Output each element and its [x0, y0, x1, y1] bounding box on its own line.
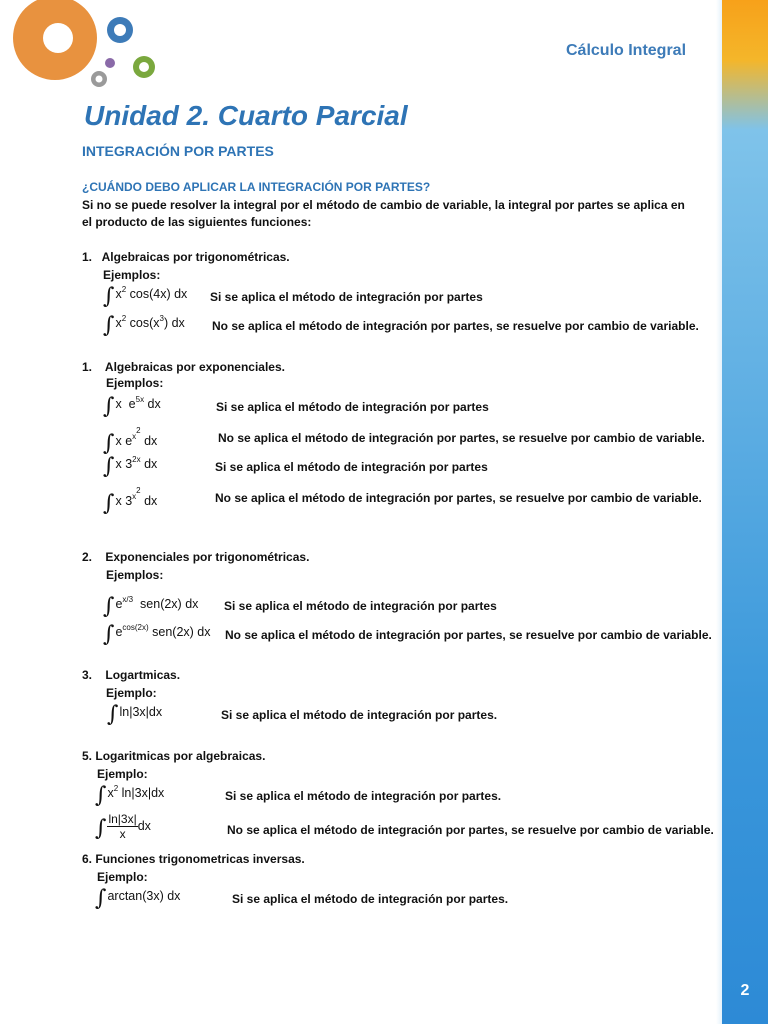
integral-expression: $\int x^2$ ln|3x|dx	[95, 783, 165, 808]
section-number: 1.	[82, 250, 93, 264]
examples-label: Ejemplos:	[106, 376, 164, 390]
result-text: Si se aplica el método de integración por partes	[215, 460, 488, 474]
integral-expression: $\int e^{x/3}$ sen(2x) dx	[103, 594, 199, 619]
examples-label: Ejemplos:	[106, 568, 164, 582]
integral-expression: ∫x $3^{x^2}$ dx	[103, 486, 158, 516]
section-title-text: Algebraicas por exponenciales.	[104, 360, 285, 374]
section-title-text: Algebraicas por trigonométricas.	[101, 250, 290, 264]
result-text: No se aplica el método de integración por partes, se resuelve por cambio de variable.	[227, 823, 714, 837]
section-number: 2.	[82, 550, 93, 564]
section-number: 1.	[82, 360, 93, 374]
page-number: 2	[740, 982, 750, 999]
right-sidebar-bar	[722, 0, 768, 1024]
integral-expression: ∫arctan(3x) dx	[95, 886, 181, 911]
integral-expression: ∫x $e^{5x}$ dx	[103, 394, 161, 419]
result-text: Si se aplica el método de integración por partes.	[225, 789, 502, 803]
section-title: INTEGRACIÓN POR PARTES	[82, 143, 274, 159]
example-label: Ejemplo:	[97, 870, 148, 884]
result-text: Si se aplica el método de integración por partes.	[232, 892, 509, 906]
circles-logo-icon	[0, 0, 170, 100]
sidebar-edge	[716, 0, 722, 1024]
unit-title: Unidad 2. Cuarto Parcial	[84, 100, 408, 131]
result-text: Si se aplica el método de integración por partes	[216, 400, 489, 414]
header-title: Cálculo Integral	[566, 42, 687, 59]
integral-expression: ∫x $e^{x^2}$ dx	[103, 426, 158, 456]
examples-label: Ejemplos:	[103, 268, 161, 282]
section-heading	[82, 852, 305, 866]
section-heading	[82, 550, 309, 564]
section-title-text: Logaritmicas por algebraicas.	[95, 749, 266, 763]
section-heading	[82, 749, 265, 763]
integral-expression: $\int x^2$ $\cos(x^3)$ dx	[103, 313, 185, 338]
section-number: 6.	[82, 852, 93, 866]
example-label: Ejemplo:	[106, 686, 157, 700]
result-text: Si se aplica el método de integración por partes	[210, 290, 483, 304]
integral-expression: $\int e^{cos(2x)}$ sen(2x) dx	[103, 622, 211, 647]
section-title-text: Logartmicas.	[105, 668, 181, 682]
result-text: Si se aplica el método de integración por partes.	[221, 708, 498, 722]
question-heading: ¿CUÁNDO DEBO APLICAR LA INTEGRACIÓN POR PARTES?	[82, 180, 431, 194]
example-label: Ejemplo:	[97, 767, 148, 781]
integral-expression: ∫ln|3x|dx	[107, 702, 163, 727]
section-heading	[82, 668, 180, 682]
result-text: No se aplica el método de integración por partes, se resuelve por cambio de variable.	[218, 431, 705, 445]
result-text: No se aplica el método de integración por partes, se resuelve por cambio de variable.	[215, 491, 702, 505]
section-heading	[82, 250, 290, 264]
section-heading	[82, 360, 285, 374]
integral-expression: ∫x $3^{2x}$ dx	[103, 454, 158, 479]
result-text: No se aplica el método de integración por partes, se resuelve por cambio de variable.	[225, 628, 712, 642]
section-number: 5.	[82, 749, 93, 763]
section-number: 3.	[82, 668, 93, 682]
section-title-text: Exponenciales por trigonométricas.	[105, 550, 310, 564]
section-title-text: Funciones trigonometricas inversas.	[95, 852, 305, 866]
integral-expression: ∫ $\frac{\ln|3x|}{x}$ dx	[95, 812, 151, 841]
integral-expression: $\int x^2$ cos(4x) dx	[103, 284, 188, 309]
result-text: No se aplica el método de integración por partes, se resuelve por cambio de variable.	[212, 319, 699, 333]
result-text: Si se aplica el método de integración por partes	[224, 599, 497, 613]
intro-paragraph: Si no se puede resolver la integral por el método de cambio de variable, la integral por partes se aplica en el producto de las siguientes funciones:	[82, 198, 685, 229]
